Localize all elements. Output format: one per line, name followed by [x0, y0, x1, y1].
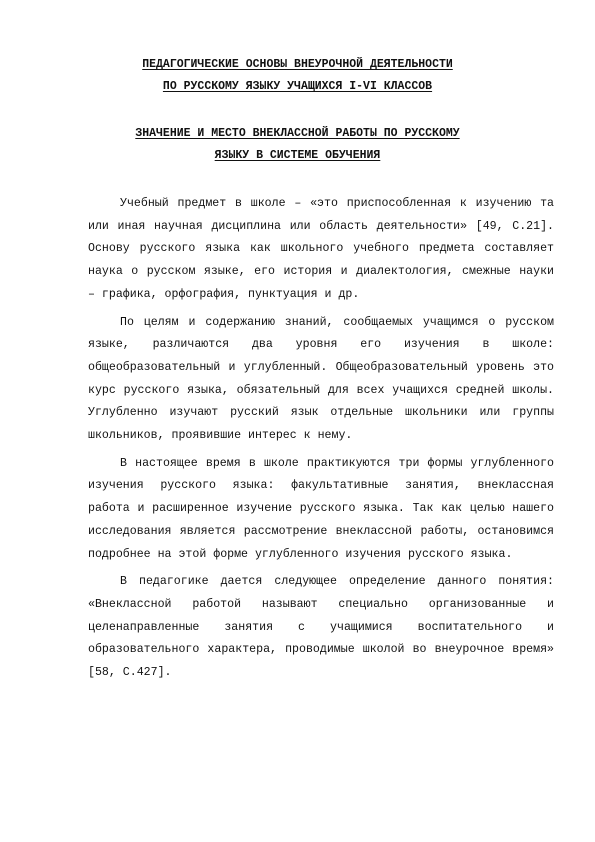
document-title	[60, 54, 535, 98]
paragraph-1: Учебный предмет в школе – «это приспособленная к изучению та или иная научная дисциплина или область деятельности» [49, С.21]. Основу русского языка как школьного учебного предмета составляет наука о русском языке, его история и диалектология, смежные науки – графика, орфография, пунктуация и др.	[88, 197, 554, 301]
paragraph-3: В настоящее время в школе практикуются три формы углубленного изучения русского языка: факультативные занятия, внеклассная работа и расширенное изучение русского языка. Так как целью нашего исследования является рассмотрение внеклассной работы, остановимся подробнее на этой форме углубленного изучения русского языка.	[88, 456, 554, 561]
section-heading-line-2: ЯЗЫКУ В СИСТЕМЕ ОБУЧЕНИЯ	[214, 149, 381, 162]
paragraph-2: По целям и содержанию знаний, сообщаемых учащимся о русском языке, различаются два уровня его изучения в школе: общеобразовательный и углубленный. Общеобразовательный уровень это курс русского языка, обязательный для всех учащихся средней школы. Углубленно изучают русский язык отдельные школьники или группы школьников, проявившие интерес к нему.	[88, 315, 554, 443]
paragraph-4: В педагогике дается следующее определение данного понятия: «Внеклассной работой называют специально организованные и целенаправленные занятия с учащимися воспитательного и образовательного характера, проводимые школой во внеурочное время» [58, С.427].	[88, 575, 554, 680]
body-text	[88, 193, 554, 685]
section-heading	[60, 123, 535, 167]
title-line-1: ПЕДАГОГИЧЕСКИЕ ОСНОВЫ ВНЕУРОЧНОЙ ДЕЯТЕЛЬНОСТИ	[142, 58, 453, 71]
section-heading-line-1: ЗНАЧЕНИЕ И МЕСТО ВНЕКЛАССНОЙ РАБОТЫ ПО РУССКОМУ	[135, 127, 460, 140]
title-line-2: ПО РУССКОМУ ЯЗЫКУ УЧАЩИХСЯ I-VI КЛАССОВ	[162, 80, 433, 93]
